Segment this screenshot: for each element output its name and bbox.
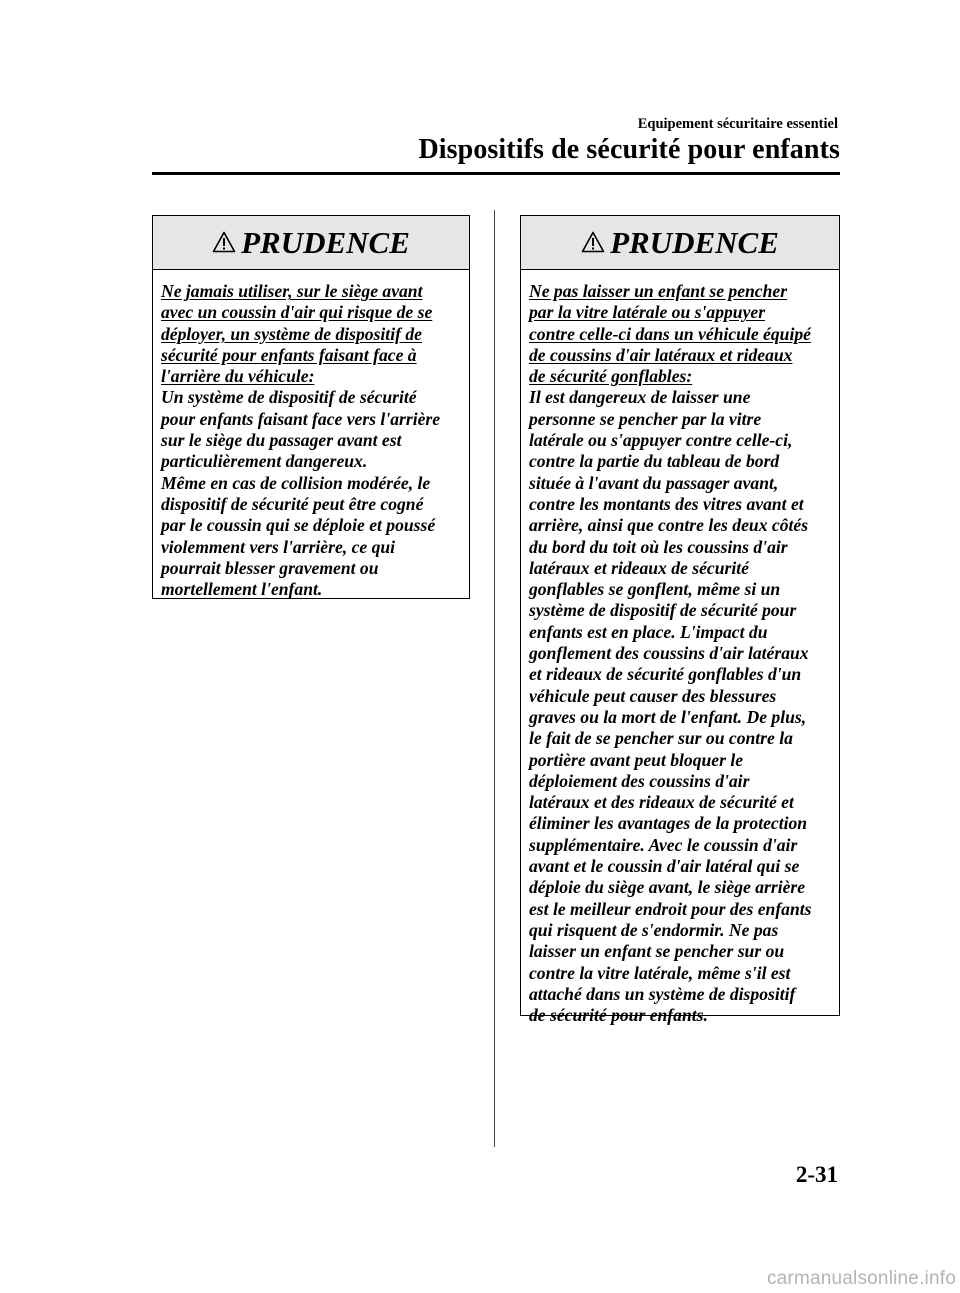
warning-box-header [521, 216, 839, 270]
warning-text-line: dispositif de sécurité peut être cogné [161, 493, 424, 514]
warning-text-line: sur le siège du passager avant est [161, 430, 402, 451]
warning-text-line: attaché dans un système de dispositif [529, 983, 796, 1004]
warning-text-line: éliminer les avantages de la protection [529, 813, 808, 834]
warning-underlined-line: déployer, un système de dispositif de [161, 323, 422, 344]
warning-text-line: mortellement l'enfant. [161, 579, 323, 600]
header-rule [152, 172, 840, 175]
warning-triangle-icon [581, 231, 605, 253]
warning-text-line: avant et le coussin d'air latéral qui se [529, 856, 800, 877]
warning-text-line: qui risquent de s'endormir. Ne pas [529, 919, 779, 940]
warning-text-line: de sécurité pour enfants. [529, 1005, 708, 1026]
warning-text-line: système de dispositif de sécurité pour [529, 600, 797, 621]
watermark: carmanualsonline.info [766, 1268, 956, 1289]
warning-text-line: violemment vers l'arrière, ce qui [161, 536, 396, 557]
warning-underlined-line: de coussins d'air latéraux et rideaux [529, 344, 793, 365]
warning-underlined-line: Ne jamais utiliser, sur le siège avant [161, 281, 423, 301]
warning-underlined-line: par la vitre latérale ou s'appuyer [529, 302, 766, 323]
warning-text-line: le fait de se pencher sur ou contre la [529, 728, 793, 749]
warning-text-line: particulièrement dangereux. [161, 451, 368, 472]
warning-text-line: gonflement des coussins d'air latéraux [529, 643, 809, 664]
warning-underlined-line: Ne pas laisser un enfant se pencher [529, 281, 788, 301]
warning-text-line: Même en cas de collision modérée, le [161, 472, 431, 493]
warning-underlined-line: sécurité pour enfants faisant face à [161, 344, 417, 365]
warning-text-line: latéraux et rideaux de sécurité [529, 557, 749, 578]
warning-text-line: arrière, ainsi que contre les deux côtés [529, 515, 809, 536]
warning-heading: PRUDENCE [610, 224, 779, 260]
warning-text-line: par le coussin qui se déploie et poussé [161, 515, 436, 536]
warning-body [153, 270, 469, 600]
warning-text-line: déploie du siège avant, le siège arrière [529, 877, 806, 898]
warning-text-line: déploiement des coussins d'air [529, 770, 750, 791]
warning-text-line: et rideaux de sécurité gonflables d'un [529, 664, 802, 685]
warning-box-left [152, 215, 470, 599]
section-label: Equipement sécuritaire essentiel [637, 116, 838, 132]
warning-text-line: portière avant peut bloquer le [529, 749, 744, 770]
warning-text-line: gonflables se gonflent, même si un [529, 579, 781, 600]
page-number: 2-31 [795, 1162, 838, 1187]
warning-text-line: contre la vitre latérale, même s'il est [529, 962, 791, 983]
warning-text-line: contre les montants des vitres avant et [529, 493, 804, 514]
warning-text-line: pourrait blesser gravement ou [161, 557, 379, 578]
warning-body [521, 270, 839, 1026]
warning-underlined-line: de sécurité gonflables: [529, 366, 693, 387]
warning-underlined-line: avec un coussin d'air qui risque de se [161, 302, 433, 323]
section-title: Dispositifs de sécurité pour enfants [418, 134, 840, 165]
warning-text-line: laisser un enfant se pencher sur ou [529, 941, 785, 962]
warning-text-line: latérale ou s'appuyer contre celle-ci, [529, 430, 793, 451]
warning-text-line: pour enfants faisant face vers l'arrière [161, 408, 441, 429]
warning-text-line: Un système de dispositif de sécurité [161, 387, 417, 408]
warning-text-line: graves ou la mort de l'enfant. De plus, [529, 706, 807, 727]
warning-text-line: supplémentaire. Avec le coussin d'air [529, 834, 798, 855]
warning-text-line: contre la partie du tableau de bord [529, 451, 780, 472]
warning-text-line: enfants est en place. L'impact du [529, 621, 768, 642]
warning-heading: PRUDENCE [241, 224, 410, 260]
warning-triangle-icon [212, 231, 236, 253]
warning-text-line: véhicule peut causer des blessures [529, 685, 777, 706]
warning-text-line: est le meilleur endroit pour des enfants [529, 898, 812, 919]
column-divider [494, 210, 495, 1147]
warning-text-line: Il est dangereux de laisser une [529, 387, 751, 408]
warning-underlined-line: contre celle-ci dans un véhicule équipé [529, 323, 811, 344]
warning-underlined-line: l'arrière du véhicule: [161, 366, 315, 387]
warning-text-line: du bord du toit où les coussins d'air [529, 536, 788, 557]
warning-text-line: située à l'avant du passager avant, [529, 472, 779, 493]
warning-text-line: personne se pencher par la vitre [529, 408, 762, 429]
warning-text-line: latéraux et des rideaux de sécurité et [529, 792, 794, 813]
warning-box-header [153, 216, 469, 270]
warning-box-right [520, 215, 840, 1026]
